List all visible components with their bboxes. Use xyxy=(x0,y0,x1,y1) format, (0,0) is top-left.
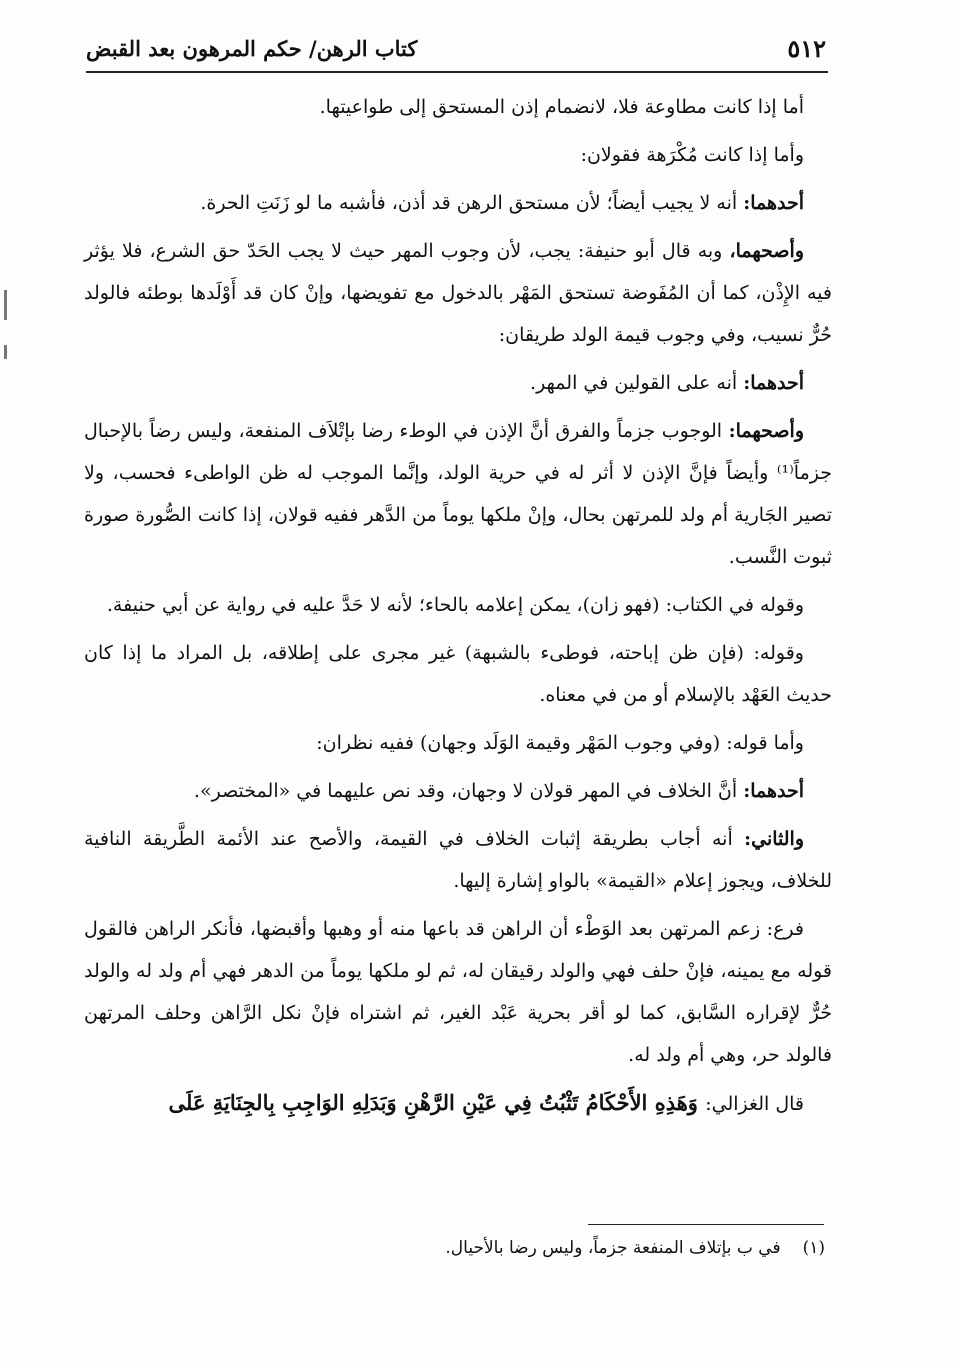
paragraph-lead: وأصحهما: xyxy=(728,420,804,442)
scan-margin-mark xyxy=(4,290,7,320)
footnote-text: في ب بإتلاف المنفعة جزماً، وليس رضا بالأحيال. xyxy=(445,1238,781,1258)
paragraph xyxy=(84,722,832,764)
footnote-number: (١) xyxy=(802,1238,825,1258)
footnote xyxy=(405,1238,825,1258)
paragraph-text: فرع: زعم المرتهن بعد الوَطْء أن الراهن قد باعها منه أو وهبها وأقبضها، فأنكر الراهن فالقول قوله مع يمينه، فإنْ حلف فهي والولد رقيقان له، ثم لو ملكها يوماً من الدهر فهي أم ولد له والولد حُرٌّ لإقراره السَّابق، كما لو أقر بحرية عَبْد الغير، ثم اشتراه فإنْ نكل الرَّاهن وحلف المرتهن فالولد حر، وهي أم ولد له. xyxy=(84,918,832,1066)
paragraph-lead: أحدهما: xyxy=(743,192,804,214)
quote-lead: قال الغزالي: xyxy=(705,1093,804,1115)
paragraph xyxy=(84,632,832,716)
scan-margin-mark xyxy=(4,345,7,359)
body-text xyxy=(84,86,832,1131)
paragraph-text: أنه على القولين في المهر. xyxy=(530,372,744,394)
paragraph xyxy=(84,134,832,176)
quote-paragraph xyxy=(84,1082,832,1125)
paragraph xyxy=(84,182,832,224)
paragraph xyxy=(84,818,832,902)
footnote-rule xyxy=(588,1224,824,1225)
paragraph-text: أنه أجاب بطريقة إثبات الخلاف في القيمة، والأصح عند الأئمة الطَّريقة النافية للخلاف، ويجوز إعلام «القيمة» بالواو إشارة إليها. xyxy=(84,828,832,892)
page-header xyxy=(86,28,826,68)
paragraph-lead: أحدهما: xyxy=(743,780,804,802)
paragraph xyxy=(84,770,832,812)
paragraph-lead: والثاني: xyxy=(744,828,804,850)
quote-text: وَهَذِهِ الأَحْكَامُ تَثْبُتُ فِي عَيْنِ الرَّهْنِ وَبَدَلِهِ الوَاجِبِ بِالجِنَايَةِ عَلَى xyxy=(168,1090,706,1115)
paragraph xyxy=(84,230,832,356)
paragraph xyxy=(84,86,832,128)
paragraph xyxy=(84,410,832,578)
paragraph-lead: وأصحهما، xyxy=(729,240,804,262)
paragraph-text: أنه لا يجيب أيضاً؛ لأن مستحق الرهن قد أذن، فأشبه ما لو زَنَتِ الحرة. xyxy=(200,192,744,214)
paragraph xyxy=(84,362,832,404)
header-rule xyxy=(86,71,828,73)
paragraph-text: أما إذا كانت مطاوعة فلا، لانضمام إذن المستحق إلى طواعيتها. xyxy=(319,96,804,118)
paragraph-text: وبه قال أبو حنيفة: يجب، لأن وجوب المهر حيث لا يجب الحَدّ حق الشرع، فلا يؤثر فيه الإِذْن، كما أن المُفَوضة تستحق المَهْر بالدخول مع تفويضها، وإنْ كان قد أَوْلَدها بوطئه فالولد حُرٌّ نسيب، وفي وجوب قيمة الولد طريقان: xyxy=(84,240,832,346)
paragraph-text: وأما قوله: (وفي وجوب المَهْر وقيمة الوَلَد وجهان) ففيه نظران: xyxy=(316,732,804,754)
paragraph xyxy=(84,584,832,626)
paragraph-text: وأما إذا كانت مُكْرَهة فقولان: xyxy=(580,144,804,166)
paragraph-text: أنَّ الخلاف في المهر قولان لا وجهان، وقد نص عليهما في «المختصر». xyxy=(193,780,744,802)
paragraph-text: وقوله في الكتاب: (فهو زان)، يمكن إعلامه بالحاء؛ لأنه لا حَدَّ عليه في رواية عن أبي حنيفة. xyxy=(106,594,804,616)
running-title: كتاب الرهن/ حكم المرهون بعد القبض xyxy=(86,35,418,61)
paragraph-lead: أحدهما: xyxy=(743,372,804,394)
paragraph-text: الوجوب جزماً والفرق أنَّ الإذن في الوطء رضا بإتْلاَف المنفعة، وليس رضاً بالإحبال جزماً⁽¹⁾ وأيضاً فإنَّ الإذن لا أثر له في حرية الولد، وإنَّما الموجب له ظن الواطىء فحسب، ولا تصير الجَارية أم ولد للمرتهن بحال، وإنْ ملكها يوماً من الدَّهر ففيه قولان، إذا كانت الصُّورة صورة ثبوت النَّسب. xyxy=(84,420,832,568)
page-number: ٥١٢ xyxy=(787,33,826,63)
paragraph xyxy=(84,908,832,1076)
paragraph-text: وقوله: (فإن ظن إباحته، فوطىء بالشبهة) غير مجرى على إطلاقه، بل المراد ما إذا كان حديث العَهْد بالإسلام أو من في معناه. xyxy=(84,642,832,706)
